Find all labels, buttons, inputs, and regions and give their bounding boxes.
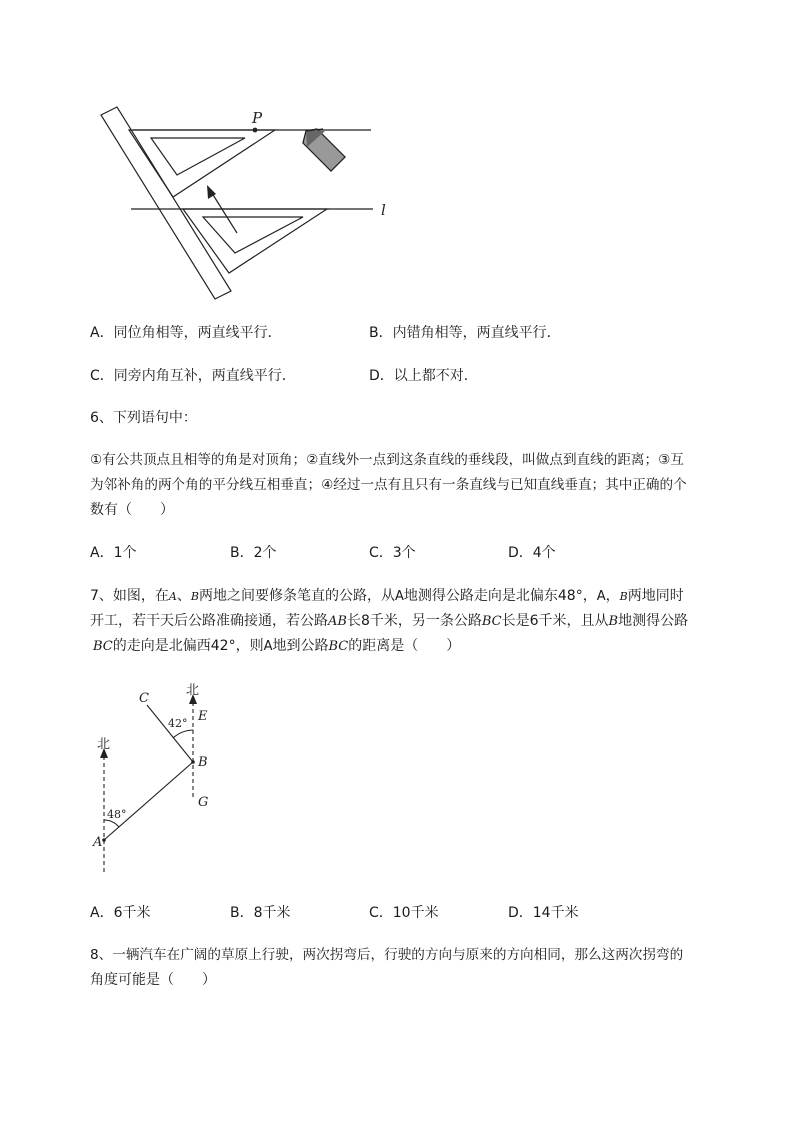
point-b bbox=[191, 760, 195, 764]
q5-option-b: B．内错角相等，两直线平行． bbox=[369, 325, 561, 341]
label-a: A bbox=[93, 835, 103, 850]
ruler bbox=[101, 107, 231, 299]
label-c: C bbox=[139, 691, 149, 706]
q8-line-1: 8、一辆汽车在广阔的草原上行驶，两次拐弯后，行驶的方向与原来的方向相同，那么这两次拐弯的 bbox=[90, 947, 684, 963]
q7-line-2: 开工，若干天后公路准确接通，若公路AB长8千米，另一条公路BC长是6千米，且从B地测得公路 bbox=[90, 613, 689, 629]
q6-option-b: B．2个 bbox=[230, 545, 277, 561]
q5-option-a: A．同位角相等，两直线平行． bbox=[90, 325, 282, 341]
triangle-upper-outer bbox=[129, 130, 275, 197]
label-b: B bbox=[198, 755, 208, 770]
q7-line-1: 7、如图，在A、B两地之间要修条笔直的公路，从A地测得公路走向是北偏东48°，A，B两地同时 bbox=[90, 588, 684, 604]
label-p: P bbox=[252, 109, 263, 127]
segment-bc bbox=[147, 705, 193, 762]
q6-option-a: A．1个 bbox=[90, 545, 137, 561]
label-e: E bbox=[198, 709, 208, 724]
q5-option-d: D．以上都不对． bbox=[369, 368, 478, 384]
angle-arc-48 bbox=[104, 820, 119, 827]
q7-line-3: BC的走向是北偏西42°，则A地到公路BC的距离是（ ） bbox=[93, 638, 461, 654]
segment-ab bbox=[104, 762, 193, 840]
point-p bbox=[253, 128, 258, 133]
q7-option-a: A．6千米 bbox=[90, 905, 151, 921]
pencil-icon bbox=[303, 129, 345, 171]
angle-label-42: 42° bbox=[168, 717, 188, 730]
q5-option-c: C．同旁内角互补，两直线平行． bbox=[90, 368, 296, 384]
angle-label-48: 48° bbox=[107, 808, 127, 821]
point-a bbox=[102, 838, 106, 842]
q6-stem: 6、下列语句中： bbox=[90, 410, 197, 426]
label-north-a: 北 bbox=[97, 737, 111, 752]
angle-arc-42 bbox=[173, 730, 193, 738]
q6-line-2: 为邻补角的两个角的平分线互相垂直；④经过一点有且只有一条直线与已知直线垂直；其中正确的个 bbox=[90, 477, 687, 493]
triangle-upper-inner bbox=[151, 138, 245, 175]
label-g: G bbox=[198, 795, 209, 810]
label-l: l bbox=[381, 201, 386, 219]
q8-line-2: 角度可能是（ ） bbox=[90, 972, 216, 988]
arrow-shaft bbox=[210, 190, 237, 233]
q6-line-1: ①有公共顶点且相等的角是对顶角；②直线外一点到这条直线的垂线段，叫做点到直线的距离；③互 bbox=[90, 452, 684, 468]
q7-option-c: C．10千米 bbox=[369, 905, 439, 921]
figure-ruler-triangles bbox=[95, 105, 395, 300]
q6-option-d: D．4个 bbox=[508, 545, 556, 561]
q7-option-b: B．8千米 bbox=[230, 905, 291, 921]
q7-option-d: D．14千米 bbox=[508, 905, 579, 921]
q6-line-3: 数有（ ） bbox=[90, 502, 174, 518]
figure-bearings bbox=[88, 680, 228, 880]
q6-option-c: C．3个 bbox=[369, 545, 416, 561]
label-north-b: 北 bbox=[186, 683, 200, 698]
